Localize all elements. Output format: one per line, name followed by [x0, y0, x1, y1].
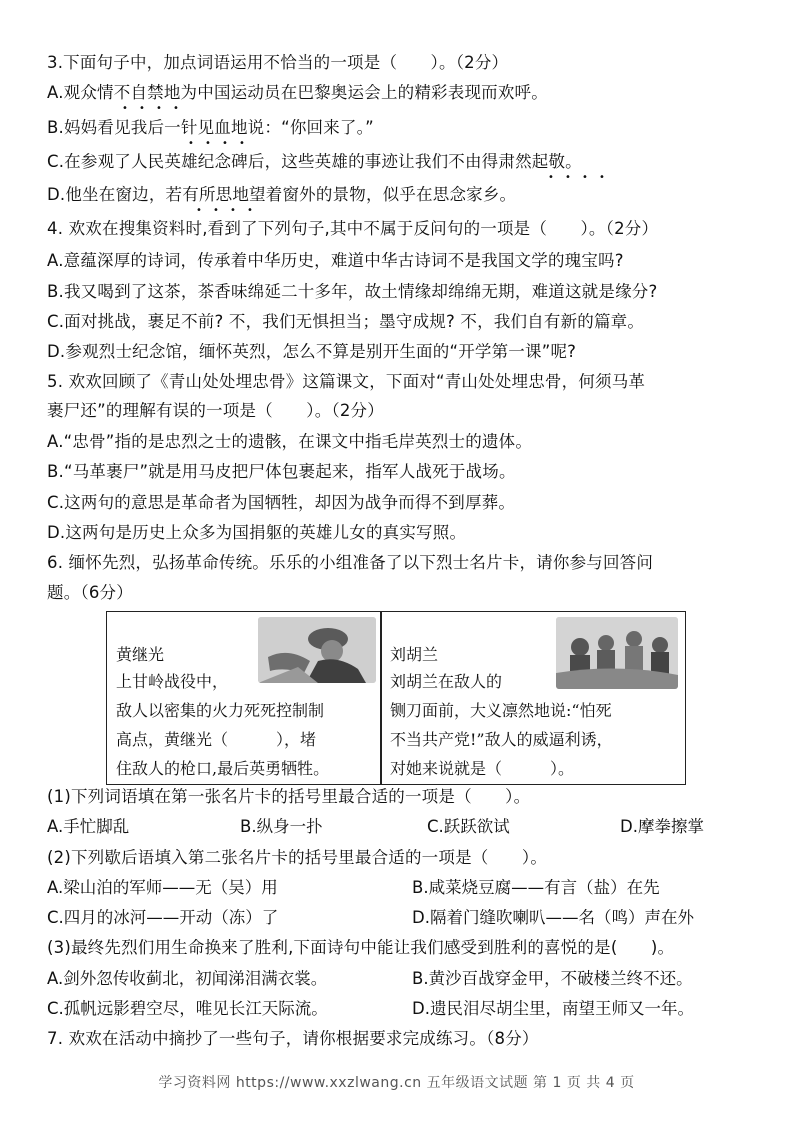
- emphasis-dot: •: [173, 103, 179, 114]
- q6-sub1-option-b: B.纵身一扑: [240, 817, 323, 836]
- q6-sub3-option-c: C.孤帆远影碧空尽，唯见长江天际流。: [47, 999, 328, 1018]
- q6-sub1-option-c: C.跃跃欲试: [427, 817, 510, 836]
- q5-option-d: D.这两句是历史上众多为国捐躯的英雄儿女的真实写照。: [47, 523, 467, 542]
- q6-sub2-option-c: C.四月的冰河——开动（冻）了: [47, 908, 279, 927]
- card-divider: [380, 611, 382, 785]
- q6-stem-line1: 6. 缅怀先烈，弘扬革命传统。乐乐的小组准备了以下烈士名片卡，请你参与回答问: [47, 553, 654, 572]
- page-footer: 学习资料网 https://www.xxzlwang.cn 五年级语文试题 第 1 页 共 4 页: [158, 1075, 635, 1091]
- q6-sub1-option-a: A.手忙脚乱: [47, 817, 130, 836]
- card2-line: 不当共产党!”敌人的威逼利诱，: [390, 730, 613, 749]
- q6-sub2-option-a: A.梁山泊的军师——无（吴）用: [47, 878, 278, 897]
- q3-option-b: B.妈妈看见我后一针见血地说：“你回来了。”: [47, 118, 374, 137]
- emphasis-dot: •: [565, 172, 571, 183]
- emphasis-dot: •: [196, 205, 202, 216]
- q6-sub3-option-a: A.剑外忽传收蓟北，初闻涕泪满衣裳。: [47, 969, 328, 988]
- q6-stem-line2: 题。（6分）: [47, 583, 133, 602]
- q6-sub2-option-d: D.隔着门缝吹喇叭——名（鸣）声在外: [412, 908, 694, 927]
- emphasis-dot: •: [139, 103, 145, 114]
- q6-sub1-stem: (1)下列词语填在第一张名片卡的括号里最合适的一项是（ ）。: [47, 787, 531, 806]
- card2-line: 铡刀面前，大义凛然地说:“怕死: [390, 701, 612, 720]
- emphasis-dot: •: [205, 138, 211, 149]
- q7-stem: 7. 欢欢在活动中摘抄了一些句子，请你根据要求完成练习。（8分）: [47, 1029, 539, 1048]
- card1-line: 上甘岭战役中，: [116, 672, 229, 691]
- q6-sub3-option-b: B.黄沙百战穿金甲，不破楼兰终不还。: [412, 969, 693, 988]
- emphasis-dot: •: [222, 138, 228, 149]
- q4-stem: 4. 欢欢在搜集资料时,看到了下列句子,其中不属于反问句的一项是（ ）。（2分）: [47, 219, 659, 238]
- q3-option-d: D.他坐在窗边，若有所思地望着窗外的景物，似乎在思念家乡。: [47, 185, 517, 204]
- q4-option-b: B.我又喝到了这茶，茶香味绵延二十多年，故土情缘却绵绵无期，难道这就是缘分?: [47, 282, 658, 301]
- q6-sub2-stem: (2)下列歇后语填入第二张名片卡的括号里最合适的一项是（ ）。: [47, 848, 548, 867]
- emphasis-dot: •: [582, 172, 588, 183]
- emphasis-dot: •: [599, 172, 605, 183]
- emphasis-dot: •: [122, 103, 128, 114]
- emphasis-dot: •: [548, 172, 554, 183]
- emphasis-dot: •: [230, 205, 236, 216]
- emphasis-dot: •: [213, 205, 219, 216]
- q3-option-a: A.观众情不自禁地为中国运动员在巴黎奥运会上的精彩表现而欢呼。: [47, 83, 548, 102]
- card2-name: 刘胡兰: [390, 645, 439, 664]
- q3-option-c: C.在参观了人民英雄纪念碑后，这些英雄的事迹让我们不由得肃然起敬。: [47, 152, 582, 171]
- q5-option-a: A.“忠骨”指的是忠烈之士的遗骸，在课文中指毛岸英烈士的遗体。: [47, 432, 533, 451]
- q6-sub3-option-d: D.遗民泪尽胡尘里，南望王师又一年。: [412, 999, 694, 1018]
- q6-sub1-option-d: D.摩拳擦掌: [620, 817, 704, 836]
- card1-line: 住敌人的枪口,最后英勇牺牲。: [116, 759, 330, 778]
- q5-option-c: C.这两句的意思是革命者为国牺牲，却因为战争而得不到厚葬。: [47, 493, 516, 512]
- emphasis-dot: •: [156, 103, 162, 114]
- liu-hulan-photo: [556, 617, 678, 689]
- q6-sub3-stem: (3)最终先烈们用生命换来了胜利,下面诗句中能让我们感受到胜利的喜悦的是( )。: [47, 938, 675, 957]
- emphasis-dot: •: [239, 138, 245, 149]
- emphasis-dot: •: [247, 205, 253, 216]
- q3-stem: 3.下面句子中，加点词语运用不恰当的一项是（ ）。（2分）: [47, 53, 509, 72]
- q5-stem-line1: 5. 欢欢回顾了《青山处处埋忠骨》这篇课文，下面对“青山处处埋忠骨，何须马革: [47, 372, 646, 391]
- card1-name: 黄继光: [116, 645, 165, 664]
- huang-jiguang-photo: [258, 617, 376, 683]
- q4-option-c: C.面对挑战，裹足不前? 不，我们无惧担当；墨守成规? 不，我们自有新的篇章。: [47, 312, 645, 331]
- q4-option-a: A.意蕴深厚的诗词，传承着中华历史，难道中华古诗词不是我国文学的瑰宝吗?: [47, 251, 624, 270]
- card2-line: 对她来说就是（ ）。: [390, 759, 575, 778]
- q5-option-b: B.“马革裹尸”就是用马皮把尸体包裹起来，指军人战死于战场。: [47, 462, 516, 481]
- card1-line: 敌人以密集的火力死死控制制: [116, 701, 325, 720]
- q4-option-d: D.参观烈士纪念馆，缅怀英烈，怎么不算是别开生面的“开学第一课”呢?: [47, 342, 577, 361]
- q6-sub2-option-b: B.咸菜烧豆腐——有言（盐）在先: [412, 878, 660, 897]
- q5-stem-line2: 裹尸还”的理解有误的一项是（ ）。（2分）: [47, 401, 384, 420]
- card1-line: 高点，黄继光（ ），堵: [116, 730, 317, 749]
- emphasis-dot: •: [188, 138, 194, 149]
- card2-line: 刘胡兰在敌人的: [390, 672, 503, 691]
